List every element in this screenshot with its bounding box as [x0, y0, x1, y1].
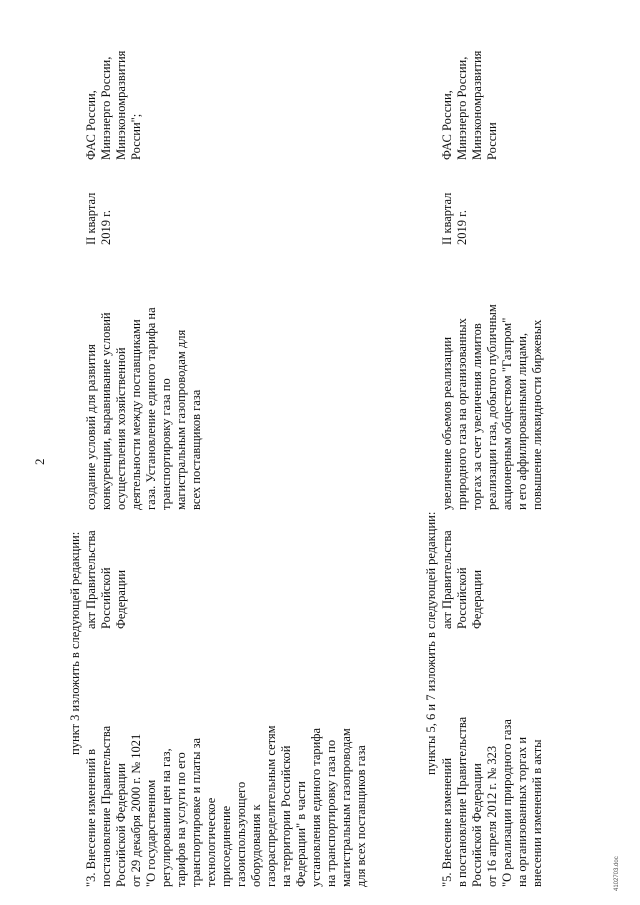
section1-expected-result: создание условий для развития конкуренции, выравнивание условий осуществления хозяйственной деятельности между поставщиками газа. Установление единого тарифа на транспортировку газа по магистральным газопроводам для всех поставщиков газа — [84, 307, 203, 510]
section2-expected-result: увеличение объемов реализации природного газа на организованных торгах за счет увеличения лимитов реализации газа, добытого публичным акционерным обществом "Газпром" и его аффилированными лицами, повышение ликвидности биржевых — [440, 304, 544, 510]
section1-deadline: II квартал 2019 г. — [84, 192, 113, 245]
section1-responsible: ФАС России, Минэнерго России, Минэкономразвития России"; — [84, 50, 143, 160]
footer-file-code: 4102703.doc — [614, 856, 620, 891]
page-number: 2 — [32, 458, 47, 465]
section2-act-type: акт Правительства Российской Федерации — [440, 530, 484, 629]
section2-intro: пункты 5, 6 и 7 изложить в следующей редакции: — [424, 511, 438, 775]
section2-responsible: ФАС России, Минэнерго России, Минэкономразвития России — [440, 50, 499, 160]
section1-intro: пункт 3 изложить в следующей редакции: — [68, 531, 82, 755]
section1-measure-text: "3. Внесение изменений в постановление Правительства Российской Федерации от 29 декабря 2000 г. № 1021 "О государственном регулировании цен на газ, тарифов на услуги по его транспортировке и платы за технологическое присоединение газоиспользующего оборудования к газораспределительным сетям на территории Российской Федерации" в части установления единого тарифа на транспортировку газа по магистральным газопроводам для всех поставщиков газа — [84, 725, 368, 887]
section2-measure-text: "5. Внесение изменений в постановление Правительства Российской Федерации от 16 апреля 2012 г. № 323 "О реализации природного газа на организованных торгах и внесении изменений в акты — [440, 716, 544, 887]
section1-act-type: акт Правительства Российской Федерации — [84, 530, 128, 629]
section2-deadline: II квартал 2019 г. — [440, 192, 469, 245]
